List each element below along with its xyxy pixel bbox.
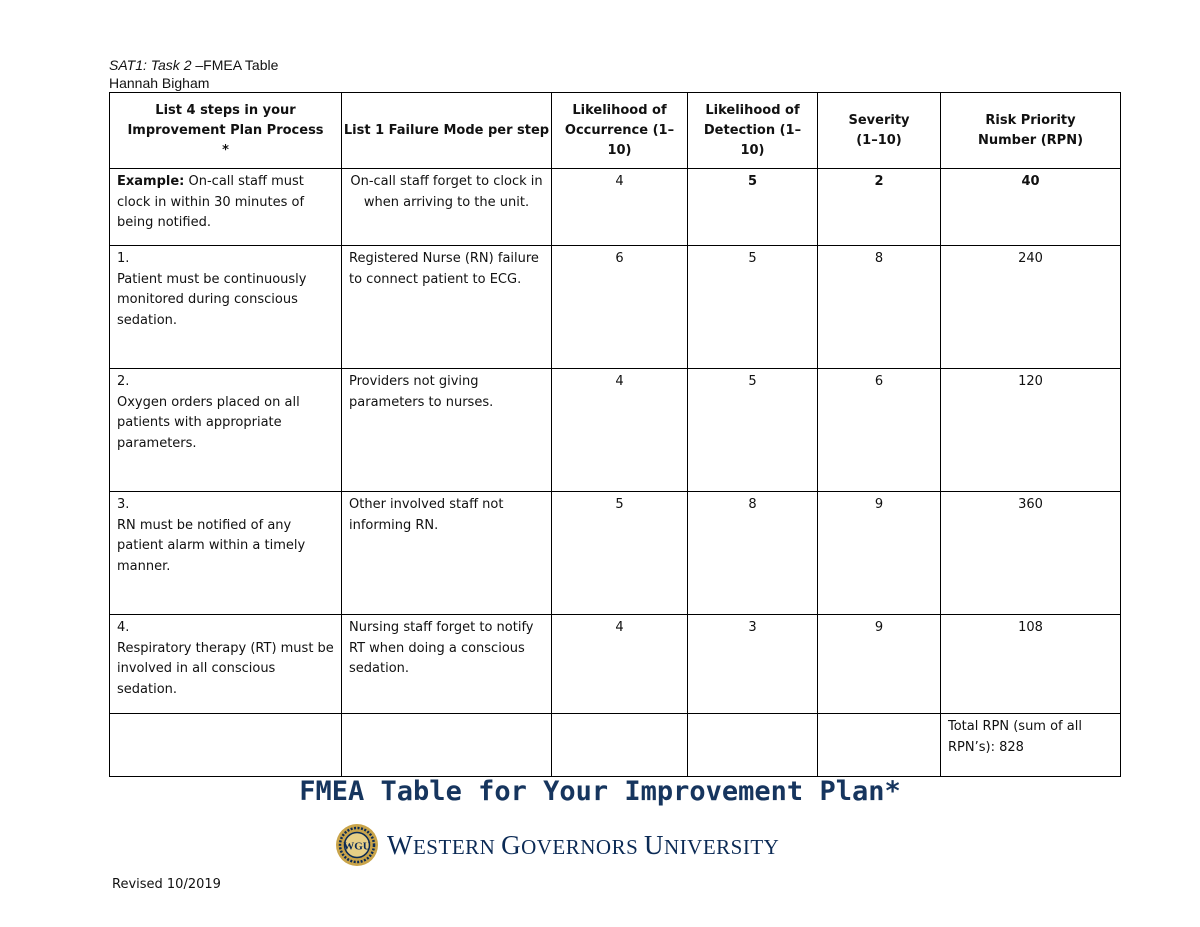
example-rpn: 40 xyxy=(1021,174,1040,189)
col-header-detection: Likelihood of Detection (1–10) xyxy=(688,93,818,169)
rpn-value: 240 xyxy=(1018,251,1043,266)
severity-value: 6 xyxy=(874,374,884,389)
failure-mode: Nursing staff forget to notify RT when doing a conscious sedation. xyxy=(349,620,534,676)
university-seal-icon xyxy=(335,823,379,867)
occurrence-value: 5 xyxy=(615,497,624,512)
fmea-table xyxy=(109,92,1121,777)
university-name: WESTERN GOVERNORS UNIVERSITY xyxy=(387,829,780,860)
failure-mode: Providers not giving parameters to nurses. xyxy=(349,374,494,410)
example-occurrence: 4 xyxy=(615,174,624,189)
table-row xyxy=(110,492,1121,615)
occurrence-value: 4 xyxy=(615,374,624,389)
page-title: FMEA Table for Your Improvement Plan* xyxy=(299,776,901,807)
total-row xyxy=(110,714,1121,777)
severity-value: 8 xyxy=(874,251,884,266)
rpn-value: 360 xyxy=(1018,497,1043,512)
occurrence-value: 4 xyxy=(615,620,624,635)
severity-value: 9 xyxy=(874,497,884,512)
document-heading xyxy=(109,56,278,74)
table-header-row xyxy=(110,93,1121,169)
step-text: Oxygen orders placed on all patients with appropriate parameters. xyxy=(117,394,300,451)
table-label: –FMEA Table xyxy=(191,57,279,73)
step-cell xyxy=(110,369,341,457)
failure-mode: Other involved staff not informing RN. xyxy=(349,497,504,533)
total-rpn: Total RPN (sum of all RPN’s): 828 xyxy=(948,719,1082,755)
step-text: RN must be notified of any patient alarm within a timely manner. xyxy=(117,517,306,574)
step-text: Respiratory therapy (RT) must be involved in all conscious sedation. xyxy=(117,640,334,697)
table-row xyxy=(110,615,1121,714)
detection-value: 8 xyxy=(748,497,757,512)
example-detection: 5 xyxy=(747,174,758,189)
author-name: Hannah Bigham xyxy=(109,75,210,91)
example-row xyxy=(110,169,1121,246)
step-number: 4. xyxy=(117,620,130,635)
occurrence-value: 6 xyxy=(615,251,624,266)
step-cell xyxy=(110,246,341,334)
example-label: Example: xyxy=(117,174,185,189)
step-number: 3. xyxy=(117,497,130,512)
detection-value: 3 xyxy=(748,620,757,635)
step-text: Patient must be continuously monitored during conscious sedation. xyxy=(117,271,307,328)
step-number: 2. xyxy=(117,374,130,389)
col-header-severity: Severity (1–10) xyxy=(818,93,941,169)
revision-date: Revised 10/2019 xyxy=(112,877,221,892)
detection-value: 5 xyxy=(748,374,757,389)
col-header-rpn: Risk Priority Number (RPN) xyxy=(941,93,1121,169)
rpn-value: 108 xyxy=(1018,620,1043,635)
step-cell xyxy=(110,492,341,580)
example-step-text: On-call staff must clock in within 30 minutes of being notified. xyxy=(117,174,305,230)
col-header-steps: List 4 steps in your Improvement Plan Process * xyxy=(110,93,342,169)
university-logo xyxy=(335,822,779,868)
col-header-failure-mode: List 1 Failure Mode per step xyxy=(342,93,552,169)
col-header-occurrence: Likelihood of Occurrence (1–10) xyxy=(552,93,688,169)
svg-text:WGU: WGU xyxy=(343,840,371,853)
rpn-value: 120 xyxy=(1018,374,1043,389)
detection-value: 5 xyxy=(748,251,757,266)
step-number: 1. xyxy=(117,251,130,266)
severity-value: 9 xyxy=(874,620,884,635)
example-step xyxy=(110,169,341,237)
table-row xyxy=(110,369,1121,492)
example-severity: 2 xyxy=(874,174,884,189)
failure-mode: Registered Nurse (RN) failure to connect patient to ECG. xyxy=(349,251,539,287)
table-row xyxy=(110,246,1121,369)
task-label: SAT1: Task 2 xyxy=(109,57,192,73)
example-failure: On-call staff forget to clock in when arriving to the unit. xyxy=(350,174,543,210)
step-cell xyxy=(110,615,341,703)
